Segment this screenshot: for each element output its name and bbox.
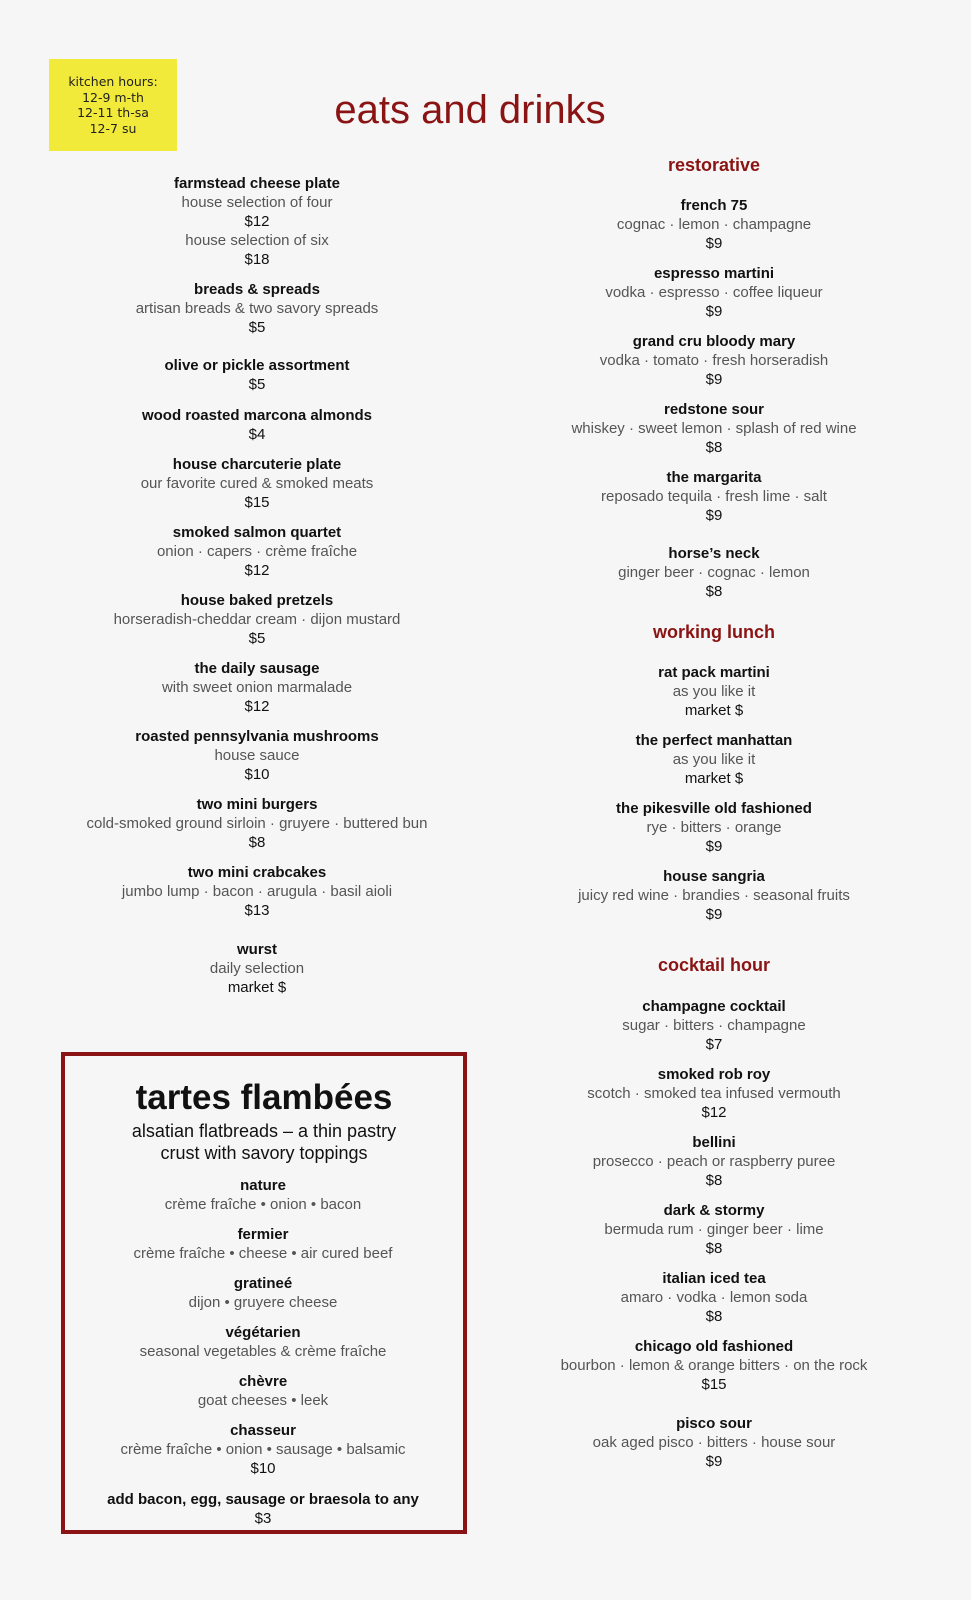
menu-item [27, 863, 487, 920]
item-name: champagne cocktail [642, 998, 786, 1015]
item-name: the margarita [666, 469, 762, 486]
item-price: $8 [705, 583, 723, 600]
item-price: $12 [244, 213, 270, 230]
item-name: french 75 [680, 197, 748, 214]
item-price: market $ [684, 770, 744, 787]
item-name: house sangria [663, 868, 765, 885]
drink-item [484, 1133, 944, 1190]
section-title-working-lunch: working lunch [652, 622, 775, 642]
item-price: $15 [701, 1376, 727, 1393]
item-description: onion · capers · crème fraîche [156, 543, 358, 560]
item-description: seasonal vegetables & crème fraîche [139, 1343, 387, 1360]
item-price: $9 [705, 235, 723, 252]
kitchen-hours-line: 12-7 su [89, 120, 137, 136]
item-name: smoked salmon quartet [172, 524, 342, 541]
tartes-title: tartes flambées [135, 1078, 393, 1117]
kitchen-hours-box [49, 59, 177, 151]
item-description: as you like it [672, 751, 756, 768]
section-title-restorative: restorative [667, 155, 761, 175]
menu-item [27, 356, 487, 394]
menu-item [27, 523, 487, 580]
item-description: goat cheeses • leek [197, 1392, 329, 1409]
item-name: farmstead cheese plate [174, 175, 340, 192]
item-name: végétarien [225, 1324, 301, 1341]
item-name: fermier [237, 1226, 289, 1243]
item-name: roasted pennsylvania mushrooms [135, 728, 379, 745]
drink-item [484, 1065, 944, 1122]
drink-item [484, 332, 944, 389]
item-name: pisco sour [676, 1415, 752, 1432]
drink-item [484, 663, 944, 720]
item-price: $10 [244, 766, 270, 783]
drink-item [484, 867, 944, 924]
item-description: juicy red wine · brandies · seasonal fruits [578, 887, 850, 904]
item-price: $10 [250, 1460, 276, 1477]
drink-item [484, 196, 944, 253]
item-name: nature [240, 1177, 286, 1194]
item-price: $13 [244, 902, 270, 919]
item-price: market $ [684, 702, 744, 719]
drink-item [484, 1269, 944, 1326]
item-description: vodka · tomato · fresh horseradish [599, 352, 829, 369]
item-price: $9 [705, 303, 723, 320]
item-description: prosecco · peach or raspberry puree [592, 1153, 836, 1170]
item-price: $18 [244, 251, 270, 268]
menu-item [27, 406, 487, 444]
addon-name: add bacon, egg, sausage or braesola to any [107, 1491, 419, 1508]
item-description: scotch · smoked tea infused vermouth [587, 1085, 841, 1102]
item-price: $8 [705, 1240, 723, 1257]
item-price: $9 [705, 371, 723, 388]
item-name: bellini [692, 1134, 736, 1151]
item-description: sugar · bitters · champagne [622, 1017, 806, 1034]
item-description: vodka · espresso · coffee liqueur [605, 284, 823, 301]
item-description: cold-smoked ground sirloin · gruyere · buttered bun [86, 815, 428, 832]
menu-item [27, 455, 487, 512]
item-description: oak aged pisco · bitters · house sour [592, 1434, 836, 1451]
item-price: $9 [705, 507, 723, 524]
item-name: horse’s neck [668, 545, 760, 562]
item-description: as you like it [672, 683, 756, 700]
item-name: olive or pickle assortment [164, 357, 350, 374]
item-name: the perfect manhattan [635, 732, 793, 749]
item-description: house sauce [214, 747, 300, 764]
item-price: market $ [227, 979, 287, 996]
item-price: $9 [705, 838, 723, 855]
kitchen-hours-label: kitchen hours: [68, 74, 158, 89]
tarte-addon [33, 1490, 493, 1528]
item-name: dark & stormy [663, 1202, 765, 1219]
item-description: crème fraîche • onion • sausage • balsamic [120, 1441, 406, 1458]
item-name: wurst [236, 941, 277, 958]
item-description: rye · bitters · orange [646, 819, 782, 836]
menu-item [27, 795, 487, 852]
item-name: rat pack martini [658, 664, 770, 681]
menu-item [27, 727, 487, 784]
tartes-subtitle-line: alsatian flatbreads – a thin pastry [131, 1121, 397, 1141]
drink-item [484, 731, 944, 788]
item-price: $8 [705, 1308, 723, 1325]
item-name: italian iced tea [662, 1270, 766, 1287]
item-price: $5 [248, 376, 266, 393]
item-description: daily selection [209, 960, 305, 977]
item-price: $12 [244, 698, 270, 715]
item-name: house charcuterie plate [172, 456, 342, 473]
item-description: dijon • gruyere cheese [188, 1294, 338, 1311]
item-name: two mini burgers [196, 796, 318, 813]
drink-item [484, 264, 944, 321]
item-price: $8 [248, 834, 266, 851]
item-name: chèvre [238, 1373, 288, 1390]
menu-item [27, 280, 487, 337]
item-name: house baked pretzels [180, 592, 334, 609]
item-price: $9 [705, 906, 723, 923]
tarte-item [33, 1421, 493, 1478]
item-name: espresso martini [653, 265, 775, 282]
tarte-item [33, 1274, 493, 1312]
page-title: eats and drinks [334, 88, 606, 132]
item-description: bourbon · lemon & orange bitters · on the rock [560, 1357, 868, 1374]
item-price: $4 [248, 426, 266, 443]
item-description: jumbo lump · bacon · arugula · basil aioli [121, 883, 393, 900]
drink-item [484, 468, 944, 525]
item-name: chicago old fashioned [634, 1338, 794, 1355]
item-name: two mini crabcakes [187, 864, 327, 881]
item-price: $5 [248, 630, 266, 647]
tarte-item [33, 1372, 493, 1410]
drink-item [484, 997, 944, 1054]
item-description: crème fraîche • onion • bacon [164, 1196, 362, 1213]
menu-item [27, 940, 487, 997]
item-description: reposado tequila · fresh lime · salt [601, 488, 827, 505]
item-description: with sweet onion marmalade [161, 679, 353, 696]
item-description: house selection of four [181, 194, 333, 211]
item-price: $15 [244, 494, 270, 511]
item-description: ginger beer · cognac · lemon [618, 564, 810, 581]
item-price: $8 [705, 1172, 723, 1189]
drink-item [484, 544, 944, 601]
item-description: horseradish-cheddar cream · dijon mustard [113, 611, 401, 628]
section-title-cocktail-hour: cocktail hour [657, 955, 771, 975]
item-price: $5 [248, 319, 266, 336]
drink-item [484, 1337, 944, 1394]
item-description: house selection of six [185, 232, 329, 249]
item-description: whiskey · sweet lemon · splash of red wine [571, 420, 857, 437]
drink-item [484, 400, 944, 457]
item-name: gratineé [233, 1275, 293, 1292]
item-price: $8 [705, 439, 723, 456]
item-price: $12 [244, 562, 270, 579]
item-price: $3 [254, 1510, 272, 1527]
tarte-item [33, 1176, 493, 1214]
menu-item [27, 659, 487, 716]
item-name: redstone sour [663, 401, 765, 418]
tarte-item [33, 1225, 493, 1263]
item-price: $12 [701, 1104, 727, 1121]
item-name: the daily sausage [194, 660, 320, 677]
item-name: grand cru bloody mary [632, 333, 796, 350]
item-name: wood roasted marcona almonds [141, 407, 373, 424]
item-price: $9 [705, 1453, 723, 1470]
drink-item [484, 1414, 944, 1471]
item-name: breads & spreads [194, 281, 320, 298]
item-description: cognac · lemon · champagne [616, 216, 812, 233]
menu-item [27, 591, 487, 648]
drink-item [484, 1201, 944, 1258]
item-name: chasseur [230, 1422, 296, 1439]
item-description: our favorite cured & smoked meats [140, 475, 374, 492]
item-name: the pikesville old fashioned [616, 800, 812, 817]
item-description: crème fraîche • cheese • air cured beef [133, 1245, 393, 1262]
kitchen-hours-line: 12-9 m-th [82, 89, 144, 105]
item-price: $7 [705, 1036, 723, 1053]
drink-item [484, 799, 944, 856]
tarte-item [33, 1323, 493, 1361]
item-description: artisan breads & two savory spreads [135, 300, 379, 317]
item-description: amaro · vodka · lemon soda [620, 1289, 808, 1306]
tartes-subtitle [61, 1120, 467, 1164]
kitchen-hours-line: 12-11 th-sa [77, 105, 149, 120]
item-description: bermuda rum · ginger beer · lime [604, 1221, 824, 1238]
tartes-subtitle-line: crust with savory toppings [160, 1143, 368, 1163]
item-name: smoked rob roy [657, 1066, 771, 1083]
menu-item [27, 174, 487, 269]
